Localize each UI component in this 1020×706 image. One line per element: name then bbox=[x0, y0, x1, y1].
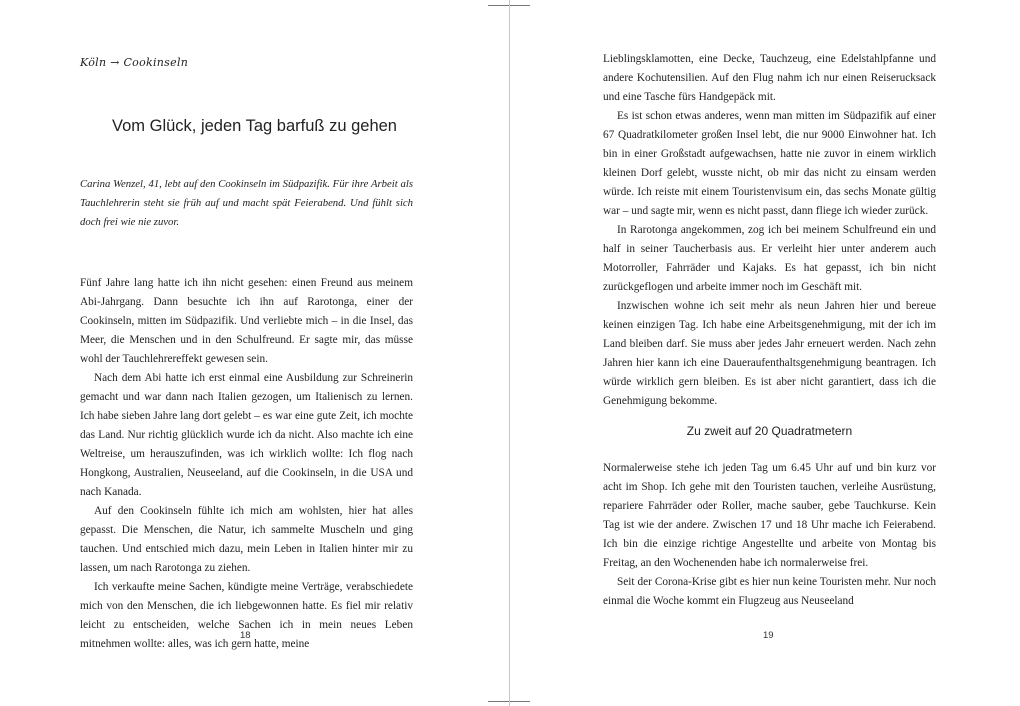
paragraph: Seit der Corona-Krise gibt es hier nun keine Touristen mehr. Nur noch einmal die Woche kommt ein Flugzeug aus Neuseeland bbox=[603, 576, 936, 607]
body-text bbox=[603, 50, 936, 411]
chapter-title: Vom Glück, jeden Tag barfuß zu gehen bbox=[112, 117, 397, 135]
body-text bbox=[603, 459, 936, 611]
paragraph: Normalerweise stehe ich jeden Tag um 6.45 Uhr auf und bin kurz vor acht im Shop. Ich gehe mit den Touristen tauchen, verleihe Ausrüstung, repariere Fahrräder oder Roller, mache sauber, gebe Tauchkurse. Kein Tag ist wie der andere. Zwischen 17 und 18 Uhr mache ich Feierabend. Ich bin die einzige richtige Angestellte und arbeite von Montag bis Freitag, an den Wochenenden habe ich normalerweise frei. bbox=[603, 462, 936, 569]
paragraph: Fünf Jahre lang hatte ich ihn nicht gesehen: einen Freund aus meinem Abi-Jahrgang. Dann besuchte ich ihn auf Rarotonga, einer der Cookinseln, mitten im Südpazifik. Und verliebte mich – in die Insel, das Meer, die Menschen und in den Schulfreund. Er sagte mir, das müsse wohl der Tauchlehrereffekt gewesen sein. bbox=[80, 277, 413, 365]
page-number: 19 bbox=[763, 630, 774, 641]
paragraph: Es ist schon etwas anderes, wenn man mitten im Südpazifik auf einer 67 Quadratkilometer großen Insel lebt, die nur 9000 Einwohner hat. Ich bin in einer Großstadt aufgewachsen, hatte nie zuvor in einem wirklich kleinen Dorf gelebt, wusste nicht, ob mir das nicht zu einsam werden würde. Ich reiste mit einem Touristenvisum ein, das sechs Monate gültig war – und sagte mir, wenn es nicht passt, dann fliege ich wieder zurück. bbox=[603, 110, 936, 217]
right-page bbox=[510, 0, 1019, 706]
paragraph: Auf den Cookinseln fühlte ich mich am wohlsten, hier hat alles gepasst. Die Menschen, die Natur, ich sammelte Muscheln und ging tauchen. Und entschied mich dazu, mein Leben in Italien hinter mir zu lassen, um nach Rarotonga zu ziehen. bbox=[80, 505, 413, 574]
left-page bbox=[0, 0, 509, 706]
paragraph: Lieblingsklamotten, eine Decke, Tauchzeug, eine Edelstahlpfanne und andere Kochutensilien. Auf den Flug nahm ich nur einen Reiserucksack und eine Tasche fürs Handgepäck mit. bbox=[603, 53, 936, 103]
body-text bbox=[80, 274, 413, 654]
page-number: 18 bbox=[240, 630, 251, 641]
section-heading: Zu zweit auf 20 Quadratmetern bbox=[686, 424, 853, 438]
running-head: Köln → Cookinseln bbox=[80, 56, 189, 69]
paragraph: Nach dem Abi hatte ich erst einmal eine Ausbildung zur Schreinerin gemacht und war dann nach Italien gezogen, um Italienisch zu lernen. Ich habe sieben Jahre lang dort gelebt – es war eine gute Zeit, ich mochte das Land. Nur richtig glücklich wurde ich da nicht. Also machte ich eine Weltreise, um herauszufinden, was ich wirklich wollte: Ich flog nach Hongkong, Australien, Neuseeland, auf die Cookinseln, in die USA und nach Kanada. bbox=[80, 372, 413, 498]
paragraph: Ich verkaufte meine Sachen, kündigte meine Verträge, verabschiedete mich von den Menschen, die ich liebgewonnen hatte. Es fiel mir relativ leicht zu entscheiden, welche Sachen ich in mein neues Leben mitnehmen wollte: alles, was ich gern hatte, meine bbox=[80, 581, 413, 650]
paragraph: In Rarotonga angekommen, zog ich bei meinem Schulfreund ein und half in seiner Taucherbasis aus. Er verleiht hier unter anderem auch Motorroller, Fahrräder und Kajaks. Es hat gepasst, ich bin nicht zurückgeflogen und arbeite immer noch im Geschäft mit. bbox=[603, 224, 936, 293]
lead-paragraph: Carina Wenzel, 41, lebt auf den Cookinseln im Südpazifik. Für ihre Arbeit als Tauchlehrerin steht sie früh auf und macht spät Feierabend. Und fühlt sich doch frei wie nie zuvor. bbox=[80, 178, 413, 228]
paragraph: Inzwischen wohne ich seit mehr als neun Jahren hier und bereue keinen einzigen Tag. Ich habe eine Arbeitsgenehmigung, mit der ich im Land bleiben darf. Sie muss aber jedes Jahr erneuert werden. Nach zehn Jahren hier kann ich eine Daueraufenthaltsgenehmigung beantragen. Ich würde wirklich gern bleiben. Es ist aber nicht garantiert, dass ich die Genehmigung bekomme. bbox=[603, 300, 936, 407]
